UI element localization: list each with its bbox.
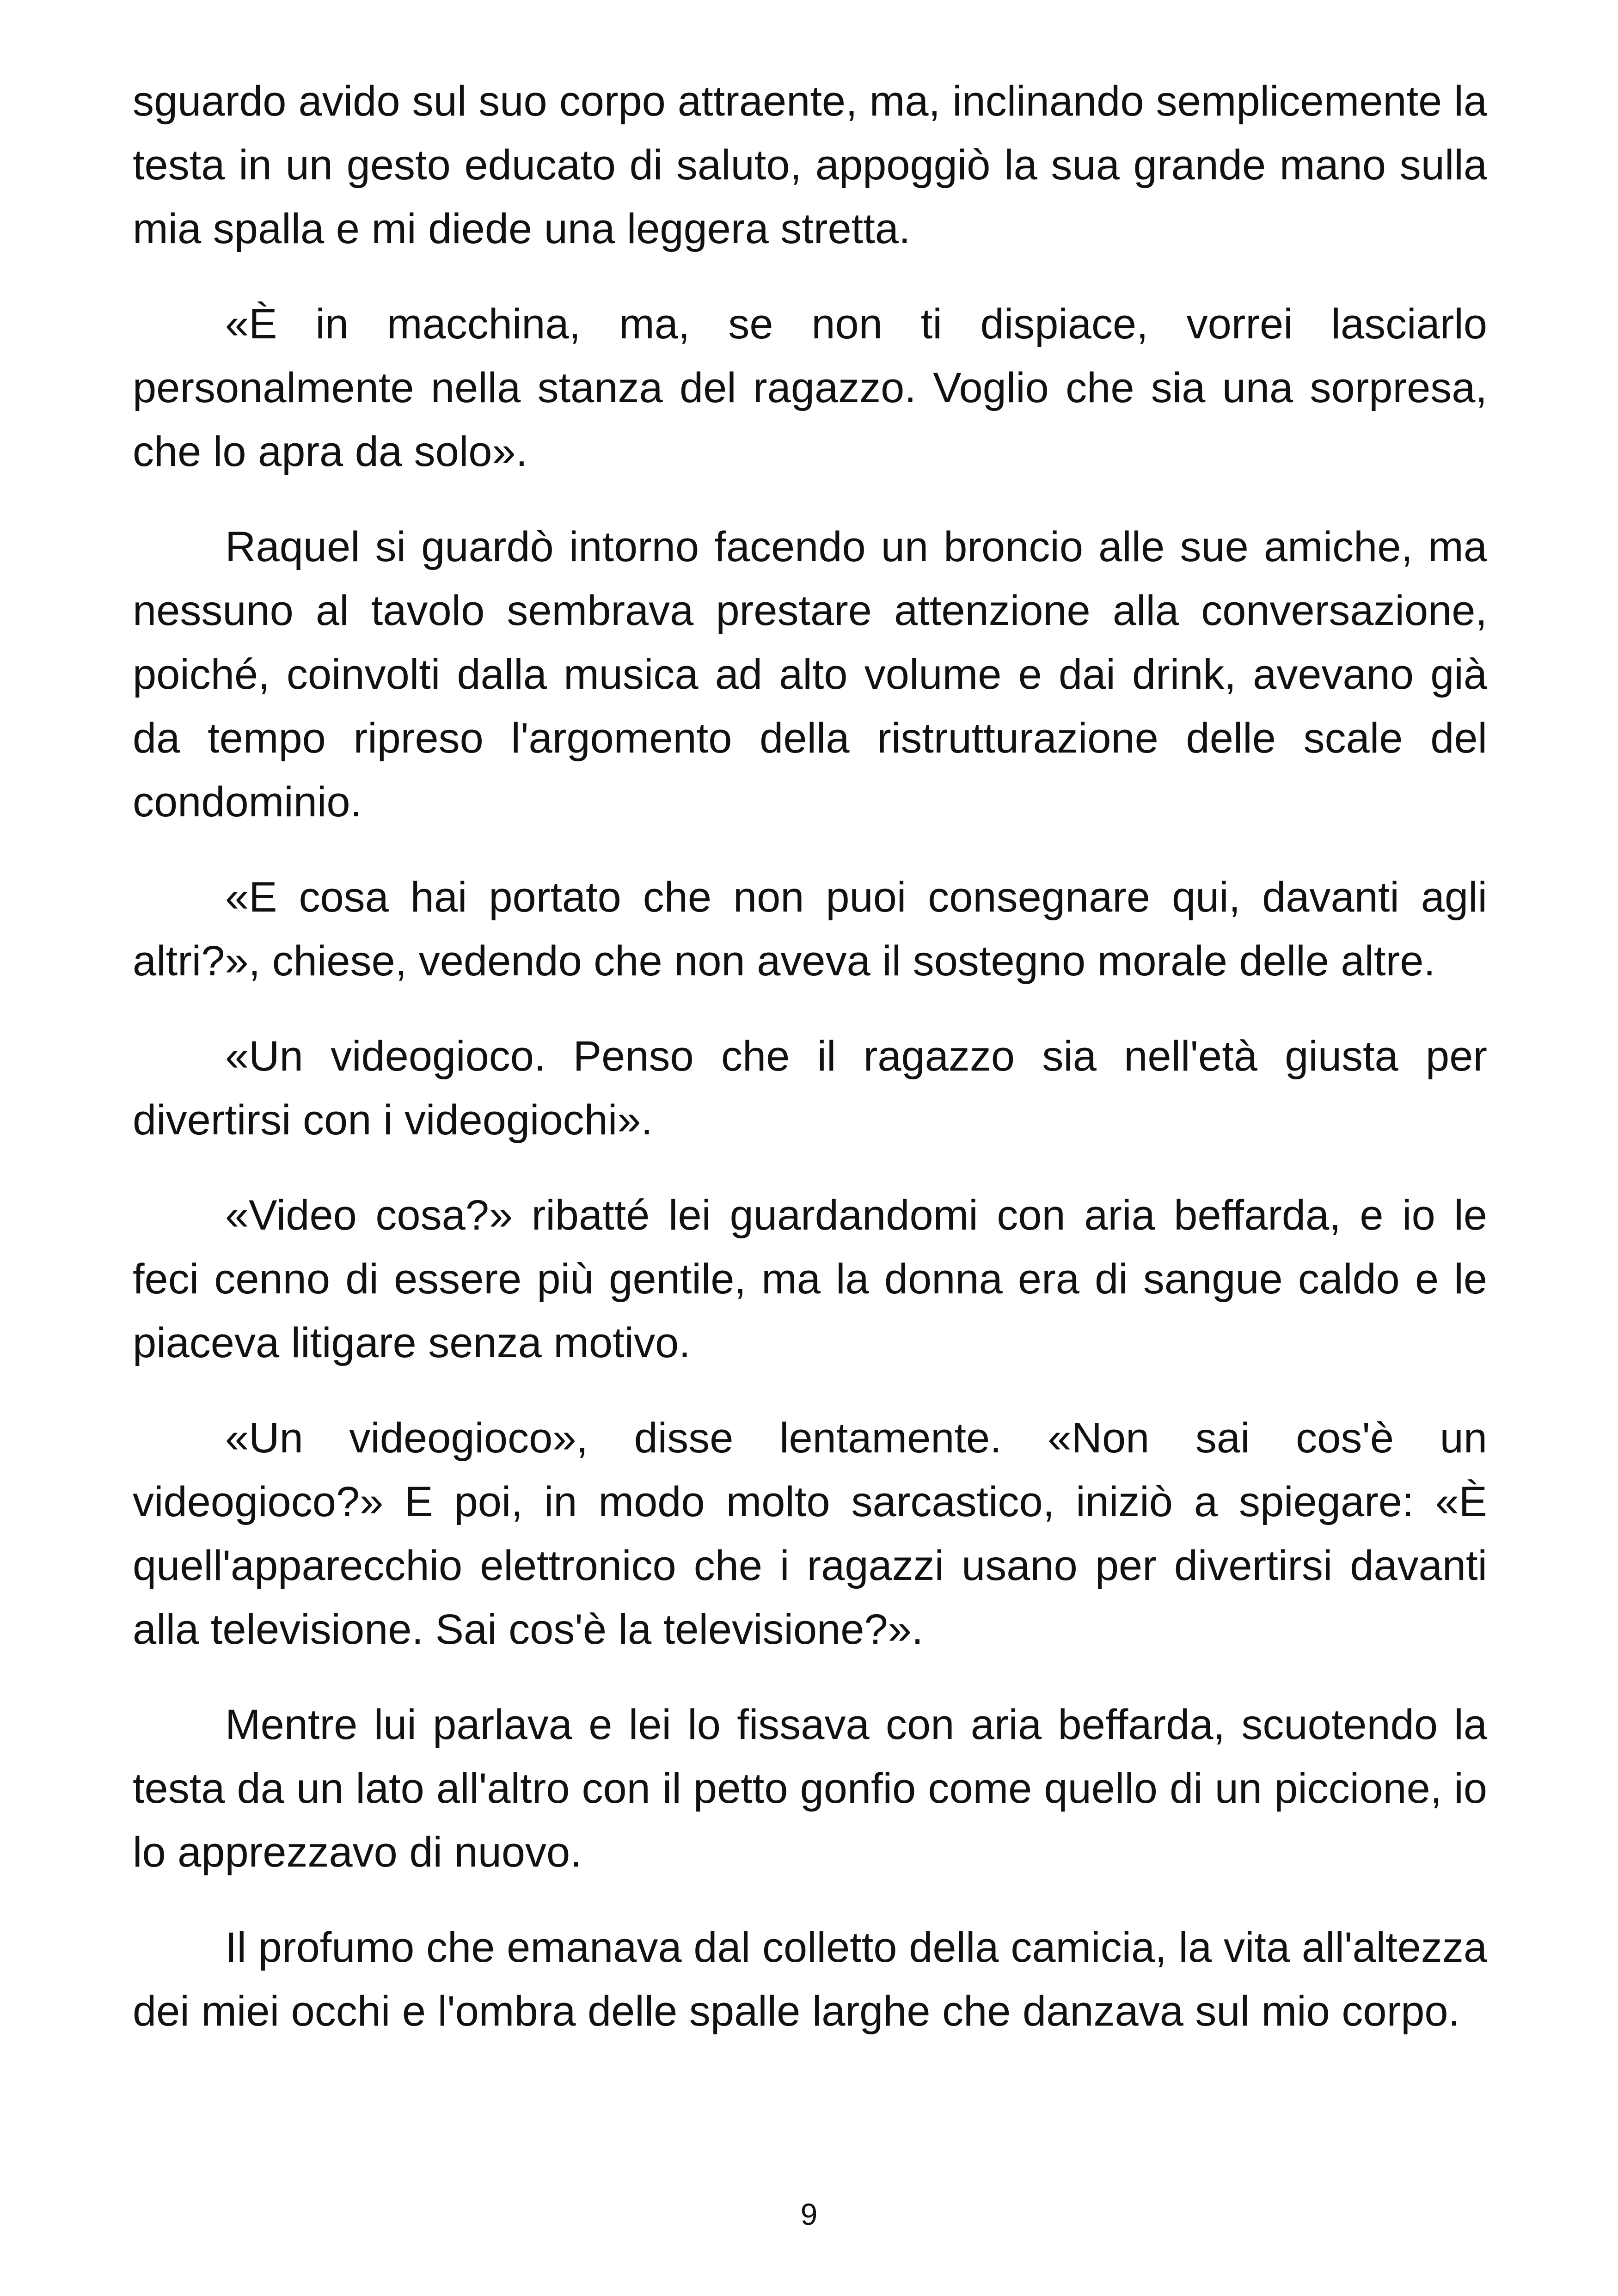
paragraph-7: «Un videogioco», disse lentamente. «Non sai cos'è un videogioco?» E poi, in modo molto sarcastico, iniziò a spiegare: «È quell'apparecchio elettronico che i ragazzi usano per divertirsi davanti alla televisione. Sai cos'è la televisione?». xyxy=(133,1414,1487,1653)
paragraph-9: Il profumo che emanava dal colletto della camicia, la vita all'altezza dei miei occhi e l'ombra delle spalle larghe che danzava sul mio corpo. xyxy=(133,1924,1487,2035)
page-number: 9 xyxy=(800,2197,818,2231)
paragraph-4: «E cosa hai portato che non puoi consegnare qui, davanti agli altri?», chiese, vedendo che non aveva il sostegno morale delle altre. xyxy=(133,874,1487,985)
body-text xyxy=(133,69,1487,2075)
paragraph-3: Raquel si guardò intorno facendo un broncio alle sue amiche, ma nessuno al tavolo sembrava prestare attenzione alla conversazione, poiché, coinvolti dalla musica ad alto volume e dai drink, avevano già da tempo ripreso l'argomento della ristrutturazione delle scale del condominio. xyxy=(133,523,1487,826)
paragraph-6: «Video cosa?» ribatté lei guardandomi con aria beffarda, e io le feci cenno di essere più gentile, ma la donna era di sangue caldo e le piaceva litigare senza motivo. xyxy=(133,1192,1487,1366)
paragraph-1: sguardo avido sul suo corpo attraente, ma, inclinando semplicemente la testa in un gesto educato di saluto, appoggiò la sua grande mano sulla mia spalla e mi diede una leggera stretta. xyxy=(133,78,1487,252)
paragraph-2: «È in macchina, ma, se non ti dispiace, vorrei lasciarlo personalmente nella stanza del ragazzo. Voglio che sia una sorpresa, che lo apra da solo». xyxy=(133,300,1487,475)
paragraph-8: Mentre lui parlava e lei lo fissava con aria beffarda, scuotendo la testa da un lato all'altro con il petto gonfio come quello di un piccione, io lo apprezzavo di nuovo. xyxy=(133,1701,1487,1876)
paragraph-5: «Un videogioco. Penso che il ragazzo sia nell'età giusta per divertirsi con i videogiochi». xyxy=(133,1033,1487,1144)
